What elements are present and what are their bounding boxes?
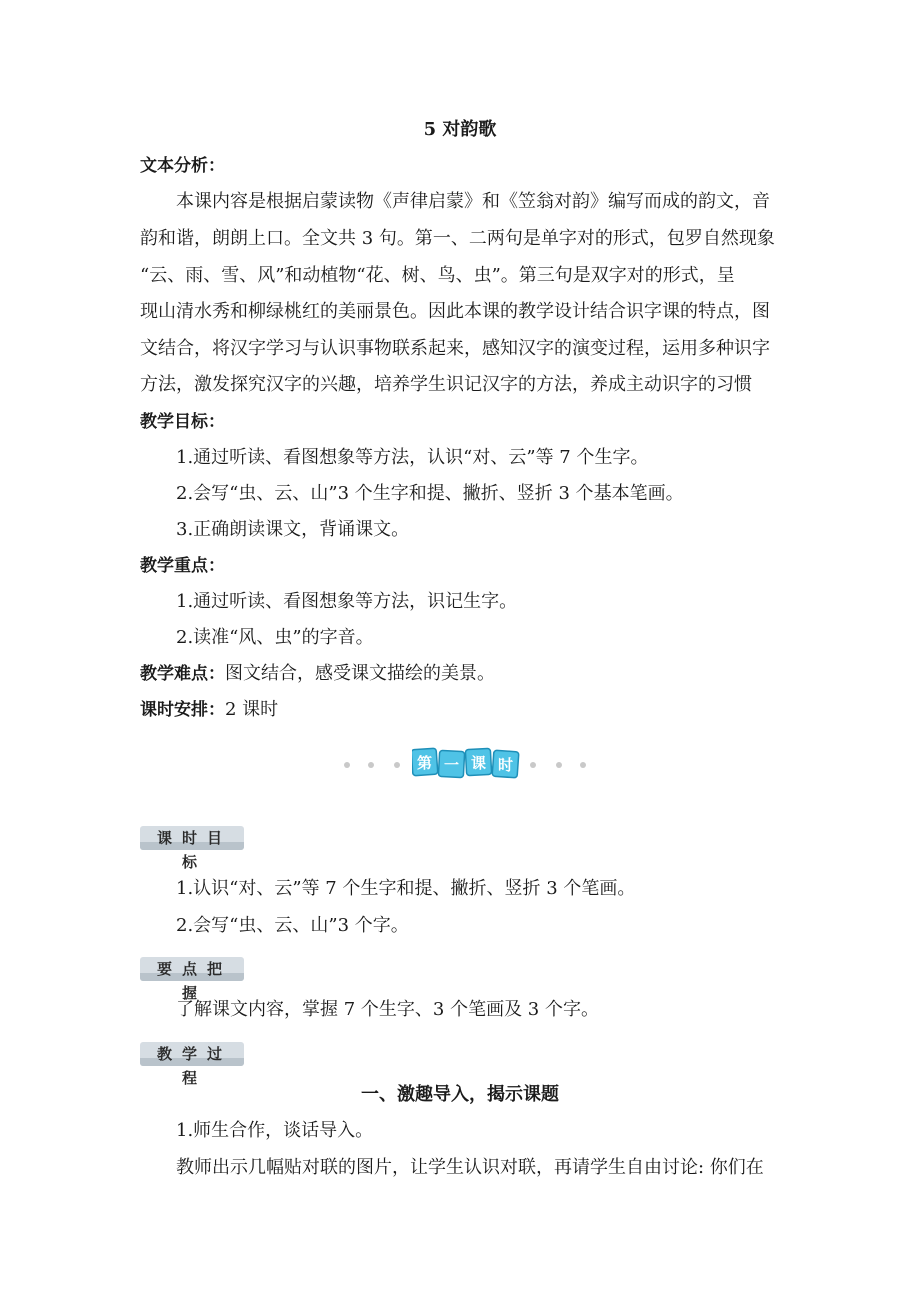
analysis-line-6: 方法，激发探究汉字的兴趣，培养学生识记汉字的方法，养成主动识字的习惯 xyxy=(140,374,752,395)
teaching-goals-heading: 教学目标： xyxy=(140,412,225,432)
essentials-tag-label: 要点把握 xyxy=(156,960,232,1002)
process-text: 教师出示几幅贴对联的图片，让学生认识对联，再请学生自由讨论: 你们在 xyxy=(176,1157,764,1178)
analysis-line-3: “云、雨、雪、风”和动植物“花、树、鸟、虫”。第三句是双字对的形式，呈 xyxy=(140,265,735,286)
banner-char: 一 xyxy=(443,756,460,774)
banner-dot xyxy=(394,762,400,768)
banner-dot xyxy=(580,762,586,768)
key-point-item: 2.读准“风、虫”的字音。 xyxy=(176,627,374,648)
analysis-line-5: 文结合，将汉字学习与认识事物联系起来，感知汉字的演变过程，运用多种识字 xyxy=(140,338,770,359)
process-tag xyxy=(140,1042,244,1087)
banner-dot xyxy=(530,762,536,768)
text-analysis-heading: 文本分析： xyxy=(140,156,225,176)
difficulty-line xyxy=(140,656,790,692)
schedule-text: 2 课时 xyxy=(225,699,279,720)
lesson-goals-tag xyxy=(140,826,244,871)
goal-item: 1.通过听读、看图想象等方法，认识“对、云”等 7 个生字。 xyxy=(176,447,649,468)
essentials-tag xyxy=(140,957,244,1002)
process-item: 1.师生合作，谈话导入。 xyxy=(176,1120,374,1141)
banner-dot xyxy=(344,762,350,768)
banner-char: 课 xyxy=(470,754,487,772)
goal-item: 2.会写“虫、云、山”3 个生字和提、撇折、竖折 3 个基本笔画。 xyxy=(176,483,684,504)
page-title: 5 对韵歌 xyxy=(423,119,497,140)
difficulty-text: 图文结合，感受课文描绘的美景。 xyxy=(225,663,495,684)
goal-item: 3.正确朗读课文，背诵课文。 xyxy=(176,519,410,540)
key-point-item: 1.通过听读、看图想象等方法，识记生字。 xyxy=(176,591,518,612)
banner-dot xyxy=(556,762,562,768)
essentials-text: 了解课文内容，掌握 7 个生字、3 个笔画及 3 个字。 xyxy=(176,999,599,1020)
lesson-goals-tag-label: 课时目标 xyxy=(156,829,232,871)
schedule-heading: 课时安排： xyxy=(140,700,225,720)
key-points-heading: 教学重点： xyxy=(140,556,225,576)
banner-char: 第 xyxy=(416,754,433,772)
lesson-goal-item: 1.认识“对、云”等 7 个生字和提、撇折、竖折 3 个笔画。 xyxy=(176,878,636,899)
lesson-goal-item: 2.会写“虫、云、山”3 个字。 xyxy=(176,915,409,936)
banner-char: 时 xyxy=(497,756,514,774)
analysis-line-1: 本课内容是根据启蒙读物《声律启蒙》和《笠翁对韵》编写而成的韵文，音 xyxy=(176,191,770,212)
banner-dot xyxy=(368,762,374,768)
first-lesson-banner xyxy=(412,747,520,781)
process-tag-label: 教学过程 xyxy=(156,1045,232,1087)
analysis-line-2: 韵和谐，朗朗上口。全文共 3 句。第一、二两句是单字对的形式，包罗自然现象 xyxy=(140,228,775,249)
schedule-line xyxy=(140,692,790,728)
analysis-line-4: 现山清水秀和柳绿桃红的美丽景色。因此本课的教学设计结合识字课的特点，图 xyxy=(140,301,770,322)
process-section-title: 一、激趣导入，揭示课题 xyxy=(361,1084,559,1105)
difficulty-heading: 教学难点： xyxy=(140,664,225,684)
